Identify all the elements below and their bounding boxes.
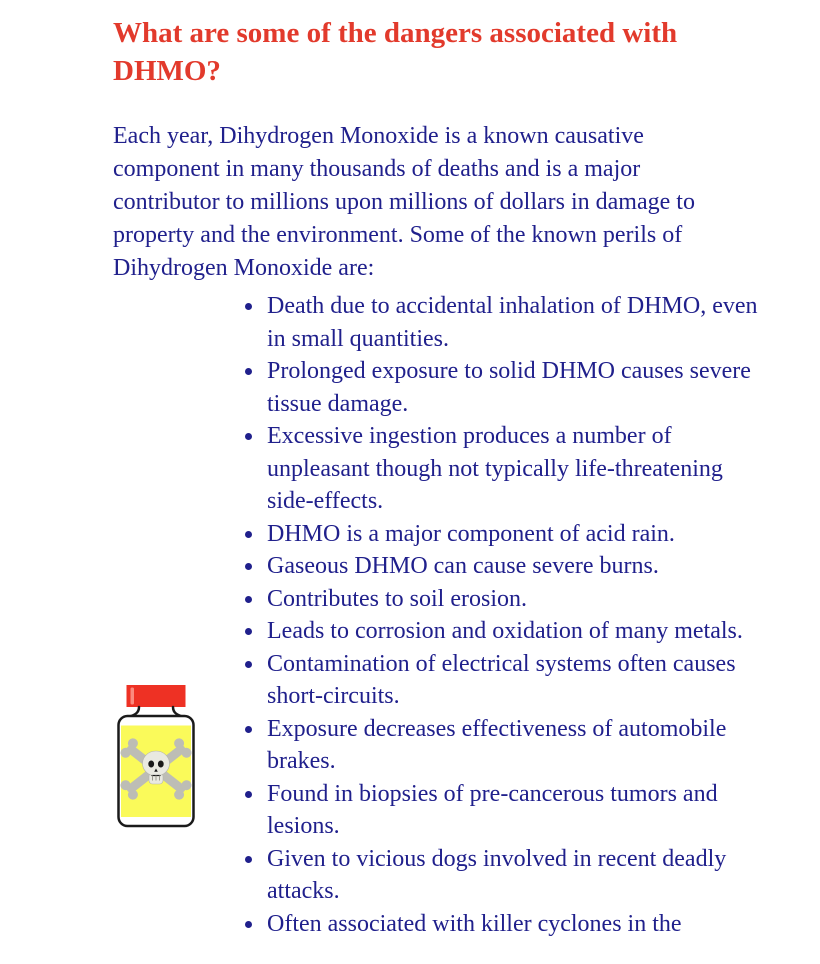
list-item: • Leads to corrosion and oxidation of many metals.: [265, 615, 770, 648]
list-item: • Contamination of electrical systems often causes short-circuits.: [265, 648, 770, 713]
list-item: • Often associated with killer cyclones in the: [265, 908, 770, 941]
bottle-cap: [127, 685, 186, 707]
list-item: • Given to vicious dogs involved in recent deadly attacks.: [265, 843, 770, 908]
list-item: • Gaseous DHMO can cause severe burns.: [265, 550, 770, 583]
danger-list: [113, 290, 790, 940]
list-item: • Excessive ingestion produces a number of unpleasant though not typically life-threatening side-effects.: [265, 420, 770, 518]
poison-bottle-image: [116, 681, 196, 829]
list-item: • Prolonged exposure to solid DHMO causes severe tissue damage.: [265, 355, 770, 420]
list-item: • Death due to accidental inhalation of DHMO, even in small quantities.: [265, 290, 770, 355]
list-item: • DHMO is a major component of acid rain.: [265, 518, 770, 551]
poison-bottle-illustration: [116, 681, 196, 829]
list-item: • Contributes to soil erosion.: [265, 583, 770, 616]
intro-paragraph: Each year, Dihydrogen Monoxide is a known causative component in many thousands of deaths and is a major contributor to millions upon millions of dollars in damage to property and the environment. Some of the known perils of Dihydrogen Monoxide are:: [113, 123, 695, 281]
list-item: • Found in biopsies of pre-cancerous tumors and lesions.: [265, 778, 770, 843]
page-title: What are some of the dangers associated with DHMO?: [113, 17, 678, 87]
list-item: • Exposure decreases effectiveness of automobile brakes.: [265, 713, 770, 778]
